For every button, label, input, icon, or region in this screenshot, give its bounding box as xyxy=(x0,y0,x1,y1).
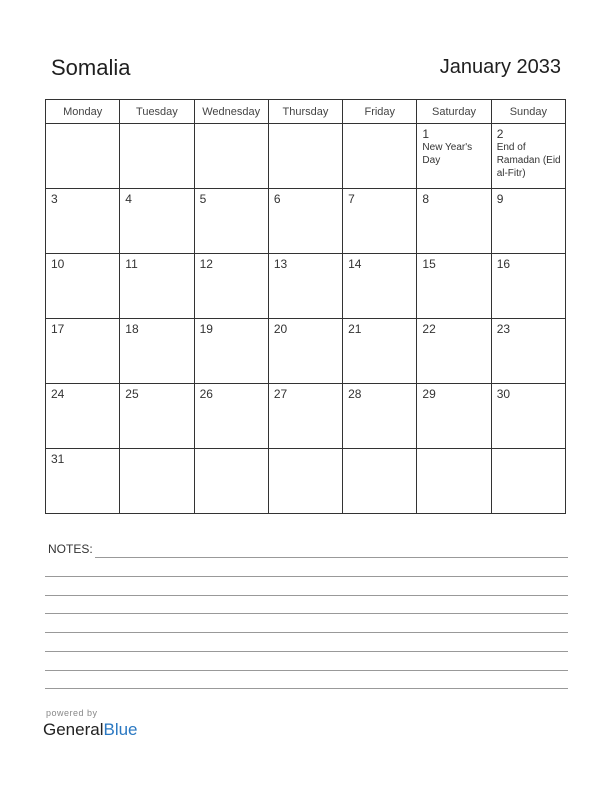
day-cell xyxy=(491,124,565,189)
weekday-header: Thursday xyxy=(268,100,342,124)
day-cell xyxy=(343,319,417,384)
day-number: 31 xyxy=(51,452,65,466)
country-title: Somalia xyxy=(51,55,131,80)
day-number: 19 xyxy=(199,322,213,336)
day-number: 14 xyxy=(348,257,362,271)
month-title: January 2033 xyxy=(439,56,561,78)
day-cell xyxy=(491,254,565,319)
day-number: 22 xyxy=(422,322,436,336)
holiday-label: New Year's Day xyxy=(422,142,473,166)
day-cell xyxy=(491,189,565,254)
powered-by-text: powered by xyxy=(46,708,98,718)
week-row xyxy=(46,449,566,514)
notes-line xyxy=(45,670,568,671)
day-number: 18 xyxy=(125,322,139,336)
day-number: 30 xyxy=(496,387,511,401)
day-number: 11 xyxy=(125,257,138,271)
day-cell xyxy=(194,124,268,189)
day-cell xyxy=(343,384,417,449)
day-cell xyxy=(194,189,268,254)
day-cell xyxy=(46,254,120,319)
day-cell xyxy=(417,189,491,254)
holiday-label: End of Ramadan (Eid al-Fitr) xyxy=(496,142,561,179)
day-cell xyxy=(120,449,194,514)
day-number: 15 xyxy=(422,257,436,271)
day-cell xyxy=(417,124,491,189)
week-row xyxy=(46,124,566,189)
day-cell xyxy=(120,124,194,189)
day-cell xyxy=(491,384,565,449)
day-cell xyxy=(194,384,268,449)
calendar-grid xyxy=(45,99,566,514)
day-cell xyxy=(491,319,565,384)
brand-blue: Blue xyxy=(103,720,138,739)
brand-general: General xyxy=(43,720,104,739)
day-cell xyxy=(343,189,417,254)
day-number: 5 xyxy=(199,192,207,206)
notes-label: NOTES: xyxy=(48,542,93,556)
day-number: 16 xyxy=(496,257,511,271)
weekday-header: Wednesday xyxy=(194,100,268,124)
notes-line xyxy=(45,651,568,652)
day-number: 25 xyxy=(125,387,139,401)
day-cell xyxy=(343,124,417,189)
day-number: 27 xyxy=(273,387,288,401)
day-cell xyxy=(268,189,342,254)
day-number: 23 xyxy=(496,322,511,336)
day-cell xyxy=(194,319,268,384)
day-cell xyxy=(268,449,342,514)
notes-line xyxy=(45,632,568,633)
notes-line xyxy=(45,613,568,614)
day-number: 2 xyxy=(496,127,504,141)
day-cell xyxy=(268,124,342,189)
day-number: 24 xyxy=(51,387,65,401)
day-number: 6 xyxy=(273,192,281,206)
day-cell xyxy=(46,319,120,384)
brand-logo[interactable] xyxy=(43,720,138,740)
day-cell xyxy=(268,319,342,384)
day-number: 20 xyxy=(273,322,288,336)
week-row xyxy=(46,189,566,254)
day-number: 13 xyxy=(273,257,288,271)
notes-line xyxy=(45,688,568,689)
day-cell xyxy=(343,449,417,514)
day-number: 28 xyxy=(348,387,362,401)
day-cell xyxy=(268,384,342,449)
day-number: 4 xyxy=(125,192,132,206)
weekday-header: Friday xyxy=(343,100,417,124)
weekday-header: Saturday xyxy=(417,100,491,124)
day-number: 1 xyxy=(422,127,430,141)
day-cell xyxy=(120,319,194,384)
day-cell xyxy=(46,449,120,514)
week-row xyxy=(46,254,566,319)
weekday-header: Monday xyxy=(46,100,120,124)
week-row xyxy=(46,319,566,384)
day-number: 17 xyxy=(51,322,65,336)
day-cell xyxy=(194,254,268,319)
day-cell xyxy=(343,254,417,319)
day-cell xyxy=(120,384,194,449)
day-number: 26 xyxy=(199,387,213,401)
notes-line xyxy=(45,595,568,596)
weekday-header: Sunday xyxy=(491,100,565,124)
day-cell xyxy=(46,124,120,189)
day-cell xyxy=(417,319,491,384)
day-number: 8 xyxy=(422,192,430,206)
weekday-header: Tuesday xyxy=(120,100,194,124)
day-number: 29 xyxy=(422,387,436,401)
notes-line xyxy=(45,576,568,577)
day-number: 9 xyxy=(496,192,504,206)
day-cell xyxy=(417,449,491,514)
day-number: 3 xyxy=(51,192,58,206)
day-number: 12 xyxy=(199,257,213,271)
day-cell xyxy=(417,384,491,449)
day-number: 21 xyxy=(348,322,362,336)
day-cell xyxy=(194,449,268,514)
day-cell xyxy=(120,189,194,254)
day-cell xyxy=(417,254,491,319)
day-number: 10 xyxy=(51,257,65,271)
day-cell xyxy=(120,254,194,319)
day-cell xyxy=(491,449,565,514)
day-number: 7 xyxy=(348,192,355,206)
day-cell xyxy=(46,189,120,254)
notes-line xyxy=(95,557,568,558)
day-cell xyxy=(268,254,342,319)
day-cell xyxy=(46,384,120,449)
weekday-header-row xyxy=(46,100,566,124)
week-row xyxy=(46,384,566,449)
